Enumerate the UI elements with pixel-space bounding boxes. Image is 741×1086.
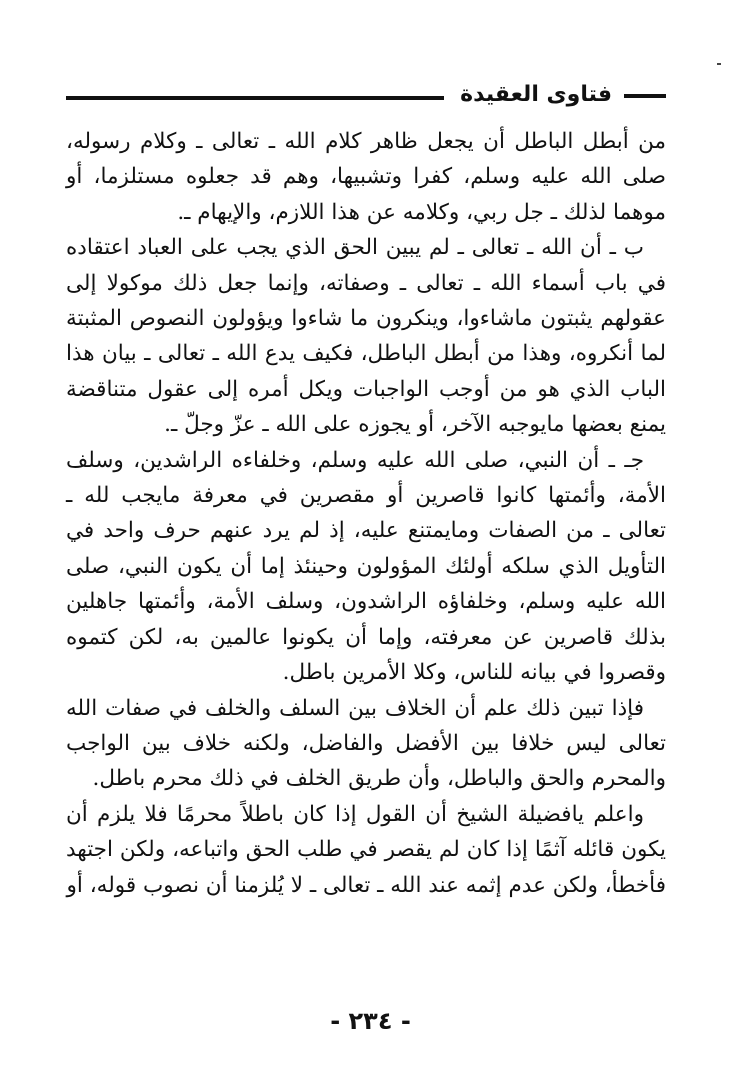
paragraph-point-b: ب ـ أن الله ـ تعالى ـ لم يبين الحق الذي يجب على العباد اعتقاده في باب أسماء الله ـ تعالى ـ وصفاته، وإنما جعل ذلك موكولا إلى عقولهم يثبتون ماشاءوا، وينكرون ما شاءوا ويؤولون النصوص المثبتة لما أنكروه، وهذا من أبطل الباطل، فكيف يدع الله ـ تعالى ـ بيان هذا الباب الذي هو من أوجب الواجبات ويكل أمره إلى عقول متناقضة يمنع بعضها مايوجبه الآخر، أو يجوزه على الله ـ عزّ وجلّ ـ. — [66, 235, 666, 438]
running-header — [66, 80, 666, 114]
header-rule — [66, 96, 444, 100]
scan-speck — [717, 63, 721, 65]
header-title: فتاوى العقيدة — [460, 82, 612, 107]
body-text — [66, 124, 666, 903]
paragraph-address: واعلم يافضيلة الشيخ أن القول إذا كان باطلاً محرمًا فلا يلزم أن يكون قائله آثمًا إذا كان لم يقصر في طلب الحق واتباعه، ولكن اجتهد فأخطأ، ولكن عدم إثمه عند الله ـ تعالى ـ لا يُلزمنا أن نصوب قوله، أو — [66, 801, 666, 898]
header-dash — [624, 94, 666, 98]
paragraph-conclusion: فإذا تبين ذلك علم أن الخلاف بين السلف والخلف في صفات الله تعالى ليس خلافا بين الأفضل والفاضل، ولكنه خلاف بين الواجب والمحرم والحق والباطل، وأن طريق الخلف في ذلك محرم باطل. — [66, 695, 666, 792]
page-number: - ٢٣٤ - — [330, 1007, 411, 1035]
paragraph-continuation: من أبطل الباطل أن يجعل ظاهر كلام الله ـ تعالى ـ وكلام رسوله، صلى الله عليه وسلم، كفرا وتشبيها، وهم قد جعلوه مستلزما، أو موهما لذلك ـ جل ربي، وكلامه عن هذا اللازم، والإيهام ـ. — [66, 129, 666, 225]
paragraph-point-jim: جـ ـ أن النبي، صلى الله عليه وسلم، وخلفاءه الراشدين، وسلف الأمة، وأئمتها كانوا قاصرين أو مقصرين في معرفة مايجب لله ـ تعالى ـ من الصفات ومايمتنع عليه، إذ لم يرد عنهم حرف واحد في التأويل الذي سلكه أولئك المؤولون وحينئذ إما أن يكون النبي، صلى الله عليه وسلم، وخلفاؤه الراشدون، وسلف الأمة، وأئمتها جاهلين بذلك قاصرين عن معرفته، وإما أن يكونوا عالمين به، لكن كتموه وقصروا في بيانه للناس، وكلا الأمرين باطل. — [66, 447, 666, 686]
